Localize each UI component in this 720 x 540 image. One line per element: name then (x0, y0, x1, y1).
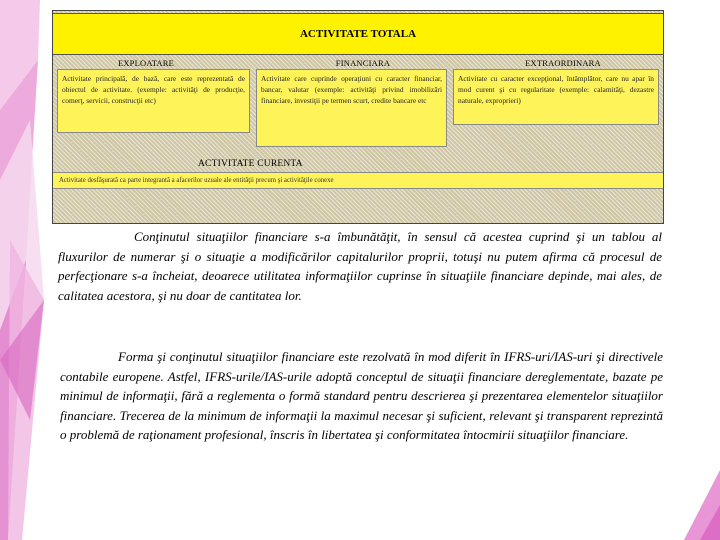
current-activity-text: Activitate desfăşurată ca parte integrantă a afacerilor uzuale ale entităţii precum şi activităţile conexe (59, 177, 334, 184)
column-heading-extraordinara: EXTRAORDINARA (525, 58, 601, 68)
box-financiara-text: Activitate care cuprinde operaţiuni cu caracter financiar, bancar, valutar (exemple: activităţi privind imobilizări financiare, investiţii pe termen scurt, credite bancare etc (261, 74, 442, 105)
current-activity-box (53, 172, 663, 189)
diagram-title: ACTIVITATE TOTALA (299, 28, 417, 40)
column-heading-financiara: FINANCIARA (335, 58, 391, 68)
paragraph-content: Conţinutul situaţiilor financiare s-a îmbunătăţit, în sensul că acestea cuprind şi un tablou al fluxurilor de numerar şi o situaţie a modificărilor capitalurilor proprii, totuşi nu putem afirma că procesul de perfecţionare s-a încheiat, deoarece utilitatea informaţiilor cuprinse în situaţiile financiare depinde, mai ales, de calitatea acestora, şi nu doar de cantitatea lor. (58, 229, 662, 303)
box-financiara (256, 69, 447, 147)
box-extraordinara (453, 69, 659, 125)
diagram-title-band (53, 13, 663, 55)
paragraph-form: Forma şi conţinutul situaţiilor financiare este rezolvată în mod diferit în IFRS-uri/IAS-uri şi directivele contabile europene. Astfel, IFRS-urile/IAS-urile adoptă conceptul de situaţii financiare dereglementate, bazate pe minimul de informaţii, fără a reglementa o formă standard pentru descrierea şi prezentarea elementelor situaţiilor financiare. Trecerea de la minimum de informaţii la maximul necesar şi suficient, relevant şi transparent reprezintă o problemă de raţionament profesional, înscris în libertatea şi conformitatea întocmirii situaţiilor financiare. (60, 349, 663, 442)
box-extraordinara-text: Activitate cu caracter excepţional, întâmplător, care nu apar în mod curent şi cu regularitate (exemple: calamităţi, dezastre naturale, exproprieri) (458, 74, 654, 105)
current-activity-heading: ACTIVITATE CURENTA (198, 159, 303, 169)
column-heading-exploatare: EXPLOATARE (117, 58, 175, 68)
activity-diagram (52, 10, 664, 224)
box-exploatare-text: Activitate principală, de bază, care este reprezentată de obiectul de activitate. (exemple: activităţi de producţie, comerţ, servicii, construcţii etc) (62, 74, 245, 105)
box-exploatare (57, 69, 250, 133)
